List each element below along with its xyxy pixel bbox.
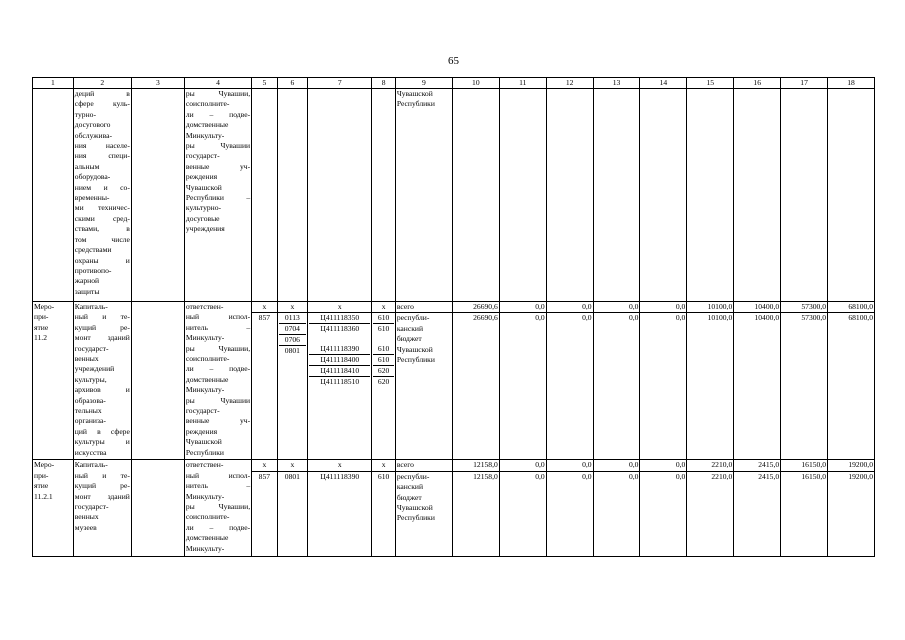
event-11-2-1-total-18-line: 19200,0 [848,460,873,470]
cont-executor-line: учреждения [185,224,225,234]
event-11-2-1-rzpr-line: х [290,460,295,470]
column-header-6: 6 [277,78,308,89]
column-header-11: 11 [499,78,546,89]
cont-col6 [277,89,308,302]
column-header-12: 12 [546,78,593,89]
cont-event-name-line: досугового [74,120,111,130]
event-11-2-1-budget-17-line: 16150,0 [801,471,827,481]
event-11-2-total-17-line: 57300,0 [801,302,827,311]
cont-col13 [593,89,640,302]
event-11-2-1-vr-code-line: 610 [377,471,390,481]
cont-executor-line: ли – подве- [185,109,251,119]
event-11-2-1-number-line: Меро- [34,460,55,470]
event-11-2-1-total-11-line: 0,0 [535,460,545,470]
event-11-2-1-executor-line: ответствен- [185,460,224,470]
event-11-2-1-number-line: при- [34,470,49,480]
event-11-2-1-budget-15-line: 2210,0 [711,471,733,481]
event-11-2-event-name-line: ций в сфере [74,426,130,436]
cont-source-line: Чувашской [396,89,433,98]
cont-executor-line: домственные [185,120,229,130]
event-11-2-rzpr-codes-entry: 0113 [279,313,307,324]
event-11-2-1-total-13 [593,460,640,471]
event-11-2-1-event-name [73,460,131,556]
cont-event-name-line: турно- [74,109,96,119]
event-11-2-total-18 [828,302,875,313]
event-11-2-event-name-line: венных [74,354,99,364]
cont-event-name-line: временны- [74,193,110,203]
column-header-2: 2 [73,78,131,89]
cont-event-name [73,89,131,302]
event-11-2-event-name-line: организа- [74,416,106,426]
event-11-2-event-name-line: государст- [74,343,109,353]
event-11-2-csr-codes-entry: Ц411118400 [309,355,370,366]
event-11-2-vr-codes-entry: 610 [373,313,393,324]
cont-executor-line: Чувашской [185,182,222,192]
event-11-2-vr-codes [372,313,395,460]
event-11-2-total-13-line: 0,0 [628,302,639,311]
event-11-2-source-budget-line: бюджет [396,334,422,344]
event-11-2-1-budget-14 [640,471,687,556]
event-11-2-executor-line: ный испол- [185,312,251,322]
cont-event-name-line: ствами, в [74,224,130,234]
event-11-2-1-executor-line: ли – подве- [185,522,251,532]
event-11-2-grbs-line: х [262,302,267,311]
event-11-2-csr-codes-entry: Ц411118390 [309,344,370,355]
event-11-2-vr-codes-entry: 610 [377,324,390,334]
cont-executor-line: государст- [185,151,220,161]
column-header-4: 4 [184,78,251,89]
cont-event-name-line: деций в [74,89,130,98]
event-11-2-1-event-name-line: монт зданий [74,491,130,501]
cont-event-name-line: сфере куль- [74,99,130,109]
cont-event-name-line: ния населе- [74,141,130,151]
event-11-2-1-number-line: ятие [34,481,49,491]
cont-col18 [828,89,875,302]
event-11-2-1-col3 [131,460,184,556]
event-11-2-1-source-budget-line: бюджет [396,492,422,502]
cont-event-name-line: ми техничес- [74,203,130,213]
event-11-2-1-budget-12-line: 0,0 [582,471,592,481]
event-11-2-budget-14-line: 0,0 [675,313,686,323]
cont-col15 [687,89,734,302]
column-header-9: 9 [395,78,452,89]
event-11-2-number [33,302,74,460]
event-11-2-1-executor-line: ный испол- [185,470,251,480]
event-11-2-event-name-line: культуры, [74,374,107,384]
event-11-2-total-15-line: 10100,0 [707,302,733,311]
event-11-2-event-name-line: учреждений [74,364,115,374]
event-11-2-vr-codes-entry: 610 [373,344,393,355]
cont-col1 [33,89,74,302]
event-11-2-budget-12 [546,313,593,460]
event-11-2-executor [184,302,251,460]
event-11-2-1-budget-11-line: 0,0 [535,471,545,481]
event-11-2-total-14 [640,302,687,313]
column-header-1: 1 [33,78,74,89]
cont-executor-line: досуговые [185,213,220,223]
event-11-2-executor-line: домственные [185,374,229,384]
event-11-2-executor-line: ры Чувашии [185,395,251,405]
event-11-2-budget-18 [828,313,875,460]
event-11-2-total-11-line: 0,0 [535,302,545,311]
event-11-2-1-budget-10-line: 12158,0 [473,471,498,481]
event-11-2-budget-11-line: 0,0 [535,313,545,323]
event-11-2-executor-line: Минкульту- [185,385,225,395]
event-11-2-1-total-16 [734,460,781,471]
event-11-2-1-csr [308,460,372,471]
event-11-2-rzpr-codes [277,313,308,460]
event-11-2-source-total [395,302,452,313]
event-11-2-1-total-12-line: 0,0 [582,460,592,470]
event-11-2-1-csr-code [308,471,372,556]
column-header-18: 18 [828,78,875,89]
event-11-2-csr-codes-entry [309,334,370,344]
cont-executor-line: Республики – [185,193,251,203]
cont-event-name-line: противопо- [74,265,112,275]
cont-executor-line: культурно- [185,203,222,213]
event-11-2-col3 [131,302,184,460]
event-11-2-1-source-total [395,460,452,471]
event-11-2-1-grbs-line: х [262,460,267,470]
event-11-2-source-budget [395,313,452,460]
event-11-2-1-budget-18-line: 19200,0 [848,471,873,481]
event-11-2-source-budget-line: Республики [396,355,435,365]
event-11-2-1-vr [372,460,395,471]
event-11-2-csr-line: х [337,302,342,311]
event-11-2-event-name-line: искусства [74,447,107,457]
cont-executor-line: ры Чувашии, [185,89,251,98]
event-11-2-1-executor [184,460,251,556]
event-11-2-1-event-name-line: кущий ре- [74,481,130,491]
event-11-2-1-budget-16-line: 2415,0 [758,471,780,481]
event-11-2-event-name [73,302,131,460]
event-11-2-total-16 [734,302,781,313]
event-11-2-total-18-line: 68100,0 [848,302,873,311]
event-11-2-grbs-code [252,313,277,460]
event-11-2-1-budget-16 [734,471,781,556]
event-11-2-event-name-line: монт зданий [74,333,130,343]
event-11-2-1-grbs [252,460,277,471]
event-11-2-event-name-line: образова- [74,395,106,405]
event-11-2-csr-codes-entry: Ц411118360 [320,324,360,334]
event-11-2-1-budget-15 [687,471,734,556]
event-11-2-total-13 [593,302,640,313]
event-11-2-vr-codes-entry: 620 [373,366,393,377]
event-11-2-1-total-17-line: 16150,0 [801,460,827,470]
event-11-2-grbs [252,302,277,313]
event-11-2-1-executor-line: нитель – [185,481,251,491]
event-11-2-budget-10-line: 26690,6 [473,313,498,323]
cont-event-name-line: защиты [74,286,100,296]
event-11-2-vr-line: х [381,302,386,311]
cont-executor-line: соисполните- [185,99,230,109]
event-11-2-1-total-15 [687,460,734,471]
event-11-2-vr-codes-entry: 620 [377,377,390,387]
event-11-2-1-executor-line: Минкульту- [185,543,225,553]
event-11-2-1-executor-line: Минкульту- [185,491,225,501]
column-header-8: 8 [372,78,395,89]
event-11-2-1-total-15-line: 2210,0 [711,460,733,470]
event-11-2-executor-line: Республики [185,447,224,457]
column-header-5: 5 [252,78,277,89]
event-11-2-total-15 [687,302,734,313]
column-header-3: 3 [131,78,184,89]
event-11-2-budget-17 [781,313,828,460]
event-11-2-event-name-line: Капиталь- [74,302,108,311]
event-11-2-1-source-budget-line: республи- [396,471,430,481]
event-11-2-event-name-line: кущий ре- [74,322,130,332]
event-11-2-executor-line: Минкульту- [185,333,225,343]
event-11-2-grbs-code-line: 857 [258,313,271,323]
event-11-2-csr-codes-entry: Ц411118350 [309,313,370,324]
cont-source-line: Республики [396,99,435,109]
event-11-2-1-budget-18 [828,471,875,556]
cont-event-name-line: том числе [74,234,130,244]
event-11-2-number-line: Меро- [34,302,55,311]
event-11-2-budget-15-line: 10100,0 [707,313,733,323]
event-11-2-total-10 [452,302,499,313]
event-11-2-rzpr-codes-entry: 0704 [279,324,307,335]
event-11-2-1-executor-line: ры Чувашии, [185,502,251,512]
event-11-2-csr-codes [308,313,372,460]
cont-executor-line: ры Чувашии [185,141,251,151]
event-11-2-1-event-name-line: ный и те- [74,470,130,480]
event-11-2-number-line: 11.2 [34,333,48,343]
event-11-2-1-total-16-line: 2415,0 [758,460,780,470]
event-11-2-1-grbs-code [252,471,277,556]
event-11-2-executor-line: венные уч- [185,416,251,426]
event-11-2-vr-codes-entry [373,334,393,344]
column-header-14: 14 [640,78,687,89]
column-header-17: 17 [781,78,828,89]
event-11-2-budget-13 [593,313,640,460]
page-number: 65 [448,55,459,67]
event-11-2-rzpr [277,302,308,313]
cont-event-name-line: оборудова- [74,172,111,182]
column-header-15: 15 [687,78,734,89]
event-11-2-1-source-budget [395,471,452,556]
cont-executor-line: венные уч- [185,161,251,171]
cont-executor-line: Минкульту- [185,130,225,140]
event-11-2-executor-line: нитель – [185,322,251,332]
event-11-2-1-budget-13-line: 0,0 [628,471,639,481]
column-header-7: 7 [308,78,372,89]
event-11-2-1-number [33,460,74,556]
event-11-2-executor-line: ры Чувашии, [185,343,251,353]
event-11-2-budget-11 [499,313,546,460]
cont-event-name-line: средствами [74,245,112,255]
event-11-2-1-total-12 [546,460,593,471]
event-11-2-executor-line: государст- [185,406,220,416]
event-11-2-csr-codes-entry: Ц411118510 [320,377,360,387]
event-11-2-1-total-11 [499,460,546,471]
event-11-2-event-name-line: ный и те- [74,312,130,322]
event-11-2-1-source-budget-line: Чувашской [396,503,433,513]
cont-col14 [640,89,687,302]
event-11-2-source-total-line: всего [396,302,414,311]
cont-col16 [734,89,781,302]
event-11-2-budget-15 [687,313,734,460]
event-11-2-budget-12-line: 0,0 [582,313,592,323]
event-11-2-1-total-18 [828,460,875,471]
event-11-2-budget-13-line: 0,0 [628,313,639,323]
event-11-2-vr [372,302,395,313]
cont-event-name-line: нием и со- [74,182,130,192]
event-11-2-1-rzpr-code [277,471,308,556]
event-11-2-1-total-10 [452,460,499,471]
event-11-2-rzpr-codes-entry: 0801 [284,346,300,356]
cont-executor [184,89,251,302]
event-11-2-number-line: при- [34,312,49,322]
event-11-2-1-event-name-line: Капиталь- [74,460,108,470]
event-11-2-rzpr-line: х [290,302,295,311]
event-11-2-source-budget-line: республи- [396,313,430,323]
cont-col8 [372,89,395,302]
event-11-2-1-source-total-line: всего [396,460,414,470]
event-11-2-executor-line: реждения [185,426,218,436]
cont-col11 [499,89,546,302]
event-11-2-budget-10 [452,313,499,460]
cont-col12 [546,89,593,302]
event-11-2-1-rzpr [277,460,308,471]
event-11-2-executor-line: ответствен- [185,302,224,311]
cont-col10 [452,89,499,302]
event-11-2-1-csr-code-line: Ц411118390 [320,471,360,481]
cont-event-name-line: ния специ- [74,151,130,161]
cont-source [395,89,452,302]
event-11-2-1-total-10-line: 12158,0 [473,460,498,470]
column-header-13: 13 [593,78,640,89]
event-11-2-1-budget-10 [452,471,499,556]
event-11-2-total-11 [499,302,546,313]
event-11-2-event-name-line: архивов и [74,385,130,395]
event-11-2-1-event-name-line: государст- [74,502,109,512]
cont-event-name-line: обслужива- [74,130,112,140]
event-11-2-csr-codes-entry: Ц411118410 [309,366,370,377]
column-header-16: 16 [734,78,781,89]
cont-event-name-line: скими сред- [74,213,130,223]
event-11-2-1-budget-17 [781,471,828,556]
event-11-2-1-event-name-line: музеев [74,522,97,532]
event-11-2-source-budget-line: Чувашской [396,344,433,354]
event-11-2-1-total-14-line: 0,0 [675,460,686,470]
event-11-2-1-source-budget-line: канский [396,482,424,492]
event-11-2-total-14-line: 0,0 [675,302,686,311]
event-11-2-source-budget-line: канский [396,323,424,333]
event-11-2-total-16-line: 10400,0 [754,302,780,311]
event-11-2-budget-17-line: 57300,0 [801,313,827,323]
event-11-2-csr [308,302,372,313]
program-table [32,77,875,557]
cont-col3 [131,89,184,302]
cont-col7 [308,89,372,302]
event-11-2-1-number-line: 11.2.1 [34,491,53,501]
cont-col17 [781,89,828,302]
event-11-2-event-name-line: культуры и [74,437,130,447]
event-11-2-1-rzpr-code-line: 0801 [284,471,300,481]
event-11-2-number-line: ятие [34,322,49,332]
cont-event-name-line: альным [74,161,100,171]
event-11-2-1-total-17 [781,460,828,471]
event-11-2-rzpr-codes-entry: 0706 [279,335,307,346]
event-11-2-1-executor-line: соисполните- [185,512,230,522]
cont-event-name-line: охраны и [74,255,130,265]
event-11-2-1-grbs-code-line: 857 [258,471,271,481]
event-11-2-1-budget-14-line: 0,0 [675,471,686,481]
event-11-2-1-event-name-line: венных [74,512,99,522]
column-header-10: 10 [452,78,499,89]
event-11-2-budget-14 [640,313,687,460]
event-11-2-total-10-line: 26690,6 [473,302,498,311]
cont-col5 [252,89,277,302]
event-11-2-budget-16 [734,313,781,460]
event-11-2-executor-line: Чувашской [185,437,222,447]
event-11-2-event-name-line: тельных [74,406,102,416]
event-11-2-budget-18-line: 68100,0 [848,313,873,323]
event-11-2-1-total-14 [640,460,687,471]
event-11-2-1-budget-12 [546,471,593,556]
event-11-2-total-17 [781,302,828,313]
event-11-2-executor-line: ли – подве- [185,364,251,374]
cont-event-name-line: жарной [74,276,100,286]
event-11-2-1-budget-13 [593,471,640,556]
cont-executor-line: реждения [185,172,218,182]
event-11-2-1-source-budget-line: Республики [396,513,435,523]
event-11-2-1-budget-11 [499,471,546,556]
event-11-2-vr-codes-entry: 610 [373,355,393,366]
event-11-2-total-12-line: 0,0 [582,302,592,311]
event-11-2-executor-line: соисполните- [185,354,230,364]
event-11-2-1-vr-code [372,471,395,556]
event-11-2-1-executor-line: домственные [185,533,229,543]
event-11-2-total-12 [546,302,593,313]
event-11-2-1-csr-line: х [337,460,342,470]
event-11-2-budget-16-line: 10400,0 [754,313,780,323]
event-11-2-1-vr-line: х [381,460,386,470]
event-11-2-1-total-13-line: 0,0 [628,460,639,470]
